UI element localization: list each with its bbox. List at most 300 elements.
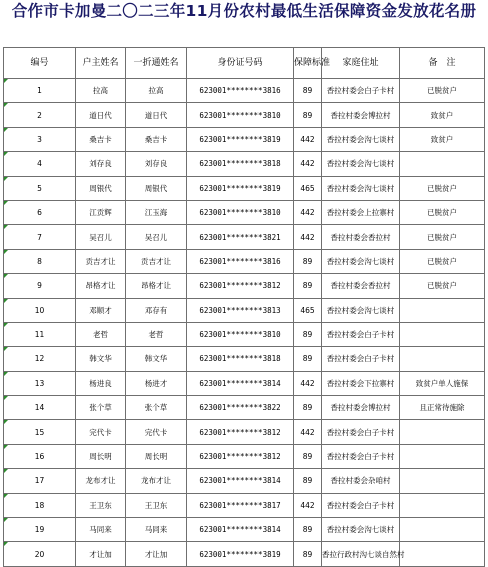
cell-standard	[294, 322, 322, 346]
cell-household-head-text: 桑吉卡	[89, 134, 112, 144]
cell-marker-icon	[4, 542, 8, 546]
cell-address-text: 香拉村委会沟七谈村	[326, 256, 395, 266]
cell-payee-name	[126, 152, 187, 176]
cell-id-number-text: 623001********3817	[199, 500, 281, 510]
table-row	[4, 444, 485, 468]
cell-seq	[4, 152, 76, 176]
cell-household-head-text: 江贡辉	[89, 208, 112, 218]
cell-payee-name	[126, 103, 187, 127]
cell-standard-text: 442	[300, 500, 315, 510]
cell-id-number-text: 623001********3818	[199, 354, 281, 364]
cell-standard-text: 89	[302, 403, 313, 413]
cell-household-head-text: 贡吉才让	[85, 256, 116, 266]
table-row	[4, 420, 485, 444]
cell-id-number	[187, 542, 294, 566]
cell-marker-icon	[4, 347, 8, 351]
cell-marker-icon	[4, 518, 8, 522]
cell-household-head-text: 道日代	[89, 110, 112, 120]
cell-household-head-text: 老哲	[93, 330, 108, 340]
cell-seq-text: 18	[34, 500, 45, 510]
cell-id-number-text: 623001********3812	[199, 452, 281, 462]
cell-marker-icon	[4, 323, 8, 327]
document-title: 合作市卡加曼二〇二三年11月份农村最低生活保障资金发放花名册	[11, 2, 477, 20]
table-row	[4, 176, 485, 200]
cell-id-number	[187, 298, 294, 322]
cell-address	[322, 298, 400, 322]
cell-seq	[4, 225, 76, 249]
cell-payee-name-text: 拉高	[148, 86, 164, 96]
cell-id-number	[187, 493, 294, 517]
cell-address	[322, 493, 400, 517]
cell-note-text: 致贫户	[430, 134, 454, 144]
cell-id-number	[187, 274, 294, 298]
cell-id-number	[187, 79, 294, 103]
cell-id-number	[187, 469, 294, 493]
cell-address-text: 香拉村委会杂咱村	[330, 476, 391, 486]
cell-address	[322, 542, 405, 566]
table-row	[4, 79, 485, 103]
cell-note	[400, 103, 485, 127]
cell-address-text: 香拉村委会香拉村	[330, 232, 391, 242]
cell-address-text: 香拉村委会下拉寨村	[326, 378, 395, 388]
cell-standard-text: 89	[302, 281, 313, 291]
cell-household-head-text: 昂格才让	[85, 281, 116, 291]
cell-seq	[4, 274, 76, 298]
header-standard: 保障标准	[294, 48, 322, 79]
cell-note-text: 致贫户	[430, 110, 454, 120]
cell-standard	[294, 298, 322, 322]
cell-standard-text: 442	[300, 134, 315, 144]
cell-id-number	[187, 396, 294, 420]
cell-marker-icon	[4, 494, 8, 498]
cell-standard	[294, 493, 322, 517]
cell-standard-text: 465	[300, 183, 315, 193]
cell-standard	[294, 542, 322, 566]
cell-seq	[4, 396, 76, 420]
cell-standard-text: 442	[300, 232, 315, 242]
cell-household-head	[76, 298, 126, 322]
cell-note	[400, 347, 485, 371]
cell-marker-icon	[4, 274, 8, 278]
cell-seq-text: 8	[37, 256, 42, 266]
cell-id-number	[187, 444, 294, 468]
cell-standard	[294, 274, 322, 298]
cell-id-number-text: 623001********3812	[199, 427, 281, 437]
cell-payee-name-text: 完代卡	[144, 427, 168, 437]
cell-standard-text: 442	[300, 159, 315, 169]
cell-id-number-text: 623001********3812	[199, 281, 281, 291]
cell-note	[400, 469, 485, 493]
cell-note	[400, 152, 485, 176]
cell-marker-icon	[4, 177, 8, 181]
cell-id-number-text: 623001********3813	[199, 305, 281, 315]
cell-marker-icon	[4, 396, 8, 400]
cell-household-head	[76, 200, 126, 224]
cell-note	[400, 420, 485, 444]
cell-standard-text: 442	[300, 378, 315, 388]
cell-note	[400, 225, 485, 249]
cell-payee-name	[126, 420, 187, 444]
cell-seq-text: 7	[37, 232, 42, 242]
cell-household-head	[76, 493, 126, 517]
cell-standard-text: 442	[300, 208, 315, 218]
cell-household-head-text: 完代卡	[89, 427, 112, 437]
cell-id-number	[187, 518, 294, 542]
cell-payee-name	[126, 200, 187, 224]
cell-payee-name	[126, 79, 187, 103]
header-id-number: 身份证号码	[187, 48, 294, 79]
cell-payee-name-text: 道日代	[144, 110, 168, 120]
cell-payee-name	[126, 298, 187, 322]
table-row	[4, 347, 485, 371]
cell-address-text: 香拉村委会上拉寨村	[326, 208, 395, 218]
cell-payee-name-text: 才让加	[144, 549, 168, 559]
cell-seq	[4, 200, 76, 224]
table-row	[4, 518, 485, 542]
cell-standard	[294, 347, 322, 371]
cell-address	[322, 371, 400, 395]
cell-id-number	[187, 249, 294, 273]
cell-note	[400, 371, 485, 395]
cell-note	[400, 444, 485, 468]
cell-payee-name	[126, 469, 187, 493]
cell-id-number-text: 623001********3810	[199, 330, 281, 340]
cell-address	[322, 103, 400, 127]
cell-household-head	[76, 347, 126, 371]
table-row	[4, 493, 485, 517]
cell-payee-name	[126, 322, 187, 346]
cell-standard-text: 465	[300, 305, 315, 315]
cell-address	[322, 152, 400, 176]
cell-household-head-text: 龙布才让	[85, 476, 116, 486]
cell-standard-text: 89	[302, 525, 313, 535]
cell-seq-text: 14	[34, 403, 45, 413]
cell-marker-icon	[4, 225, 8, 229]
cell-seq	[4, 420, 76, 444]
subsidy-roster-table	[3, 47, 485, 567]
cell-seq-text: 20	[34, 549, 45, 559]
cell-marker-icon	[4, 152, 8, 156]
cell-standard	[294, 518, 322, 542]
cell-payee-name-text: 刘存良	[144, 159, 168, 169]
cell-household-head	[76, 274, 126, 298]
cell-household-head	[76, 225, 126, 249]
cell-id-number	[187, 371, 294, 395]
cell-household-head	[76, 396, 126, 420]
cell-address	[322, 79, 400, 103]
cell-payee-name	[126, 176, 187, 200]
header-address: 家庭住址	[322, 48, 400, 79]
cell-household-head-text: 韩文华	[89, 354, 112, 364]
cell-address	[322, 396, 400, 420]
cell-note	[400, 298, 485, 322]
cell-household-head	[76, 420, 126, 444]
cell-id-number	[187, 225, 294, 249]
cell-household-head	[76, 249, 126, 273]
cell-standard	[294, 469, 322, 493]
cell-seq-text: 1	[37, 86, 42, 96]
cell-seq	[4, 127, 76, 151]
cell-id-number	[187, 322, 294, 346]
cell-note-text: 已脱贫户	[427, 86, 457, 96]
cell-seq	[4, 79, 76, 103]
cell-address-text: 香拉村委会白子卡村	[326, 500, 395, 510]
cell-standard	[294, 420, 322, 444]
table-row	[4, 127, 485, 151]
cell-address-text: 香拉村委会沟七谈村	[326, 159, 395, 169]
header-household-head: 户主姓名	[76, 48, 126, 79]
cell-seq-text: 15	[34, 427, 45, 437]
cell-payee-name-text: 周长明	[144, 452, 168, 462]
cell-payee-name	[126, 518, 187, 542]
cell-seq-text: 5	[37, 183, 42, 193]
cell-marker-icon	[4, 201, 8, 205]
cell-note-text: 已脱贫户	[427, 183, 457, 193]
cell-seq	[4, 298, 76, 322]
cell-marker-icon	[4, 79, 8, 83]
cell-note	[400, 200, 485, 224]
cell-address	[322, 274, 400, 298]
cell-household-head	[76, 542, 126, 566]
table-row	[4, 469, 485, 493]
cell-id-number	[187, 176, 294, 200]
cell-payee-name-text: 老哲	[148, 330, 164, 340]
cell-payee-name-text: 龙布才让	[141, 476, 171, 486]
cell-standard-text: 89	[302, 452, 313, 462]
cell-note	[400, 249, 485, 273]
cell-standard	[294, 127, 322, 151]
cell-address-text: 香拉村委会沟七谈村	[326, 183, 395, 193]
cell-payee-name	[126, 444, 187, 468]
header-payee-name: 一折通姓名	[126, 48, 187, 79]
cell-household-head-text: 周长明	[89, 452, 112, 462]
cell-id-number	[187, 103, 294, 127]
cell-payee-name-text: 王卫东	[144, 500, 168, 510]
cell-payee-name-text: 贡吉才让	[141, 256, 171, 266]
cell-seq	[4, 103, 76, 127]
cell-address-text: 香拉行政村沟七谈自然村	[322, 549, 405, 559]
cell-household-head-text: 马同来	[89, 525, 112, 535]
cell-standard	[294, 103, 322, 127]
table-row	[4, 249, 485, 273]
cell-payee-name-text: 周银代	[144, 183, 168, 193]
cell-household-head-text: 才让加	[89, 549, 112, 559]
cell-standard	[294, 152, 322, 176]
cell-address-text: 香拉村委会博拉村	[330, 110, 391, 120]
cell-payee-name-text: 邓存有	[144, 305, 168, 315]
cell-address	[322, 322, 400, 346]
cell-household-head-text: 杨进良	[89, 378, 112, 388]
header-seq: 编号	[4, 48, 76, 79]
cell-id-number	[187, 347, 294, 371]
cell-payee-name	[126, 249, 187, 273]
cell-address-text: 香拉村委会沟七谈村	[326, 134, 395, 144]
cell-payee-name-text: 桑吉卡	[144, 134, 168, 144]
table-row	[4, 274, 485, 298]
cell-payee-name-text: 杨进才	[144, 378, 168, 388]
cell-standard	[294, 396, 322, 420]
cell-household-head	[76, 103, 126, 127]
cell-id-number-text: 623001********3816	[199, 256, 281, 266]
table-row	[4, 200, 485, 224]
cell-address-text: 香拉村委会白子卡村	[326, 330, 395, 340]
cell-payee-name	[126, 347, 187, 371]
cell-note-text: 致贫户单人施保	[415, 378, 469, 388]
cell-id-number-text: 623001********3814	[199, 525, 281, 535]
cell-id-number-text: 623001********3816	[199, 86, 281, 96]
cell-household-head	[76, 444, 126, 468]
cell-seq-text: 9	[37, 281, 42, 291]
cell-household-head-text: 邓顺才	[89, 305, 112, 315]
cell-household-head	[76, 176, 126, 200]
cell-seq-text: 3	[37, 134, 42, 144]
table-row	[4, 322, 485, 346]
cell-note-text: 已脱贫户	[427, 208, 457, 218]
cell-address	[322, 347, 400, 371]
cell-address	[322, 127, 400, 151]
cell-seq-text: 2	[37, 110, 42, 120]
cell-standard	[294, 79, 322, 103]
cell-address-text: 香拉村委会白子卡村	[326, 427, 395, 437]
cell-address	[322, 469, 400, 493]
cell-standard-text: 89	[302, 354, 313, 364]
cell-household-head	[76, 127, 126, 151]
cell-payee-name-text: 吴召儿	[144, 232, 168, 242]
cell-note	[400, 322, 485, 346]
cell-id-number-text: 623001********3821	[199, 232, 281, 242]
cell-payee-name-text: 张个草	[144, 403, 168, 413]
cell-note	[400, 396, 485, 420]
table-row	[4, 103, 485, 127]
cell-seq-text: 13	[34, 378, 45, 388]
cell-address-text: 香拉村委会白子卡村	[326, 452, 395, 462]
cell-address-text: 香拉村委会沟七谈村	[326, 305, 395, 315]
cell-household-head	[76, 469, 126, 493]
cell-household-head	[76, 79, 126, 103]
cell-household-head	[76, 518, 126, 542]
cell-note-text: 已脱贫户	[427, 256, 457, 266]
header-note: 备 注	[400, 48, 485, 79]
cell-household-head-text: 王卫东	[89, 500, 112, 510]
cell-payee-name-text: 江玉海	[144, 208, 168, 218]
cell-id-number-text: 623001********3814	[199, 476, 281, 486]
cell-marker-icon	[4, 250, 8, 254]
cell-standard-text: 89	[302, 330, 313, 340]
cell-note	[400, 176, 485, 200]
cell-seq-text: 19	[34, 525, 45, 535]
cell-address	[322, 518, 400, 542]
cell-marker-icon	[4, 445, 8, 449]
table-row	[4, 542, 485, 566]
cell-household-head-text: 张个草	[89, 403, 112, 413]
cell-address	[322, 444, 400, 468]
cell-address	[322, 420, 400, 444]
cell-standard	[294, 249, 322, 273]
cell-id-number	[187, 200, 294, 224]
cell-seq	[4, 322, 76, 346]
cell-payee-name	[126, 225, 187, 249]
cell-standard	[294, 225, 322, 249]
cell-standard-text: 442	[300, 427, 315, 437]
cell-note	[400, 79, 485, 103]
cell-seq-text: 10	[34, 305, 45, 315]
cell-seq-text: 11	[34, 330, 45, 340]
table-row	[4, 298, 485, 322]
cell-note	[400, 493, 485, 517]
cell-household-head-text: 吴召儿	[89, 232, 112, 242]
cell-id-number-text: 623001********3819	[199, 549, 281, 559]
cell-seq	[4, 371, 76, 395]
cell-payee-name-text: 韩文华	[144, 354, 168, 364]
cell-payee-name	[126, 396, 187, 420]
cell-note	[400, 518, 485, 542]
cell-address-text: 香拉村委会沟七谈村	[326, 525, 395, 535]
table-row	[4, 225, 485, 249]
cell-standard	[294, 176, 322, 200]
cell-note-text: 已脱贫户	[427, 232, 457, 242]
header-row	[4, 48, 485, 79]
cell-address	[322, 225, 400, 249]
cell-id-number-text: 623001********3819	[199, 183, 281, 193]
cell-seq	[4, 469, 76, 493]
cell-marker-icon	[4, 299, 8, 303]
cell-payee-name	[126, 274, 187, 298]
cell-address	[322, 249, 400, 273]
cell-id-number-text: 623001********3810	[199, 208, 281, 218]
table-row	[4, 371, 485, 395]
cell-standard	[294, 444, 322, 468]
cell-id-number	[187, 152, 294, 176]
cell-seq	[4, 176, 76, 200]
cell-note	[400, 274, 485, 298]
cell-note	[400, 542, 485, 566]
cell-note	[400, 127, 485, 151]
cell-marker-icon	[4, 420, 8, 424]
cell-seq	[4, 347, 76, 371]
cell-address	[322, 176, 400, 200]
cell-payee-name	[126, 371, 187, 395]
cell-standard-text: 89	[302, 256, 313, 266]
cell-payee-name	[126, 493, 187, 517]
cell-seq-text: 12	[34, 354, 45, 364]
cell-marker-icon	[4, 103, 8, 107]
cell-seq-text: 17	[34, 476, 45, 486]
cell-note-text: 已脱贫户	[427, 281, 457, 291]
cell-payee-name-text: 昂格才让	[141, 281, 171, 291]
cell-address-text: 香拉村委会香拉村	[330, 281, 391, 291]
cell-payee-name-text: 马同来	[144, 525, 168, 535]
cell-seq	[4, 444, 76, 468]
cell-marker-icon	[4, 372, 8, 376]
cell-standard	[294, 371, 322, 395]
cell-standard	[294, 200, 322, 224]
cell-seq	[4, 493, 76, 517]
cell-id-number-text: 623001********3818	[199, 159, 281, 169]
cell-id-number-text: 623001********3814	[199, 378, 281, 388]
cell-seq-text: 4	[37, 159, 42, 169]
cell-address	[322, 200, 400, 224]
cell-household-head-text: 刘存良	[89, 159, 112, 169]
cell-address-text: 香拉村委会博拉村	[330, 403, 391, 413]
cell-household-head-text: 周银代	[89, 183, 112, 193]
cell-marker-icon	[4, 128, 8, 132]
cell-id-number	[187, 420, 294, 444]
cell-id-number	[187, 127, 294, 151]
cell-id-number-text: 623001********3819	[199, 134, 281, 144]
cell-address-text: 香拉村委会白子卡村	[326, 354, 395, 364]
cell-household-head	[76, 322, 126, 346]
cell-household-head-text: 拉高	[93, 86, 108, 96]
